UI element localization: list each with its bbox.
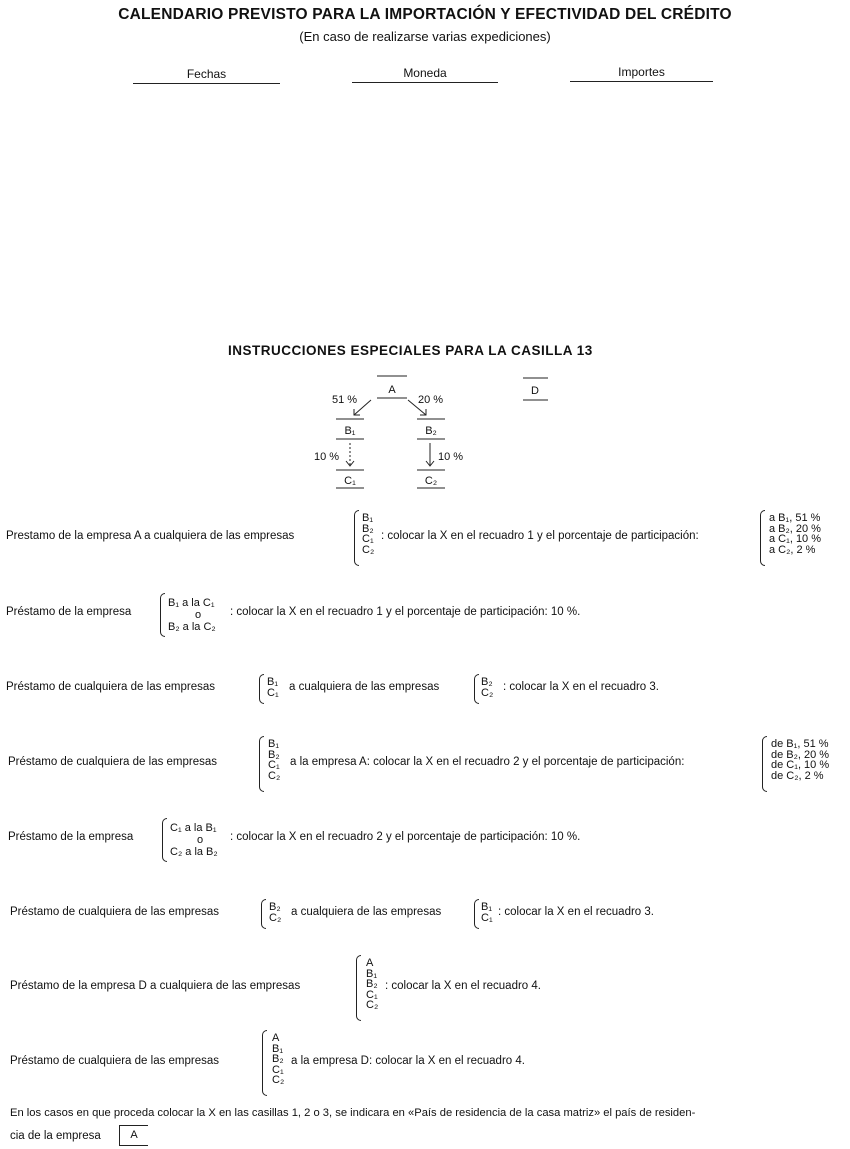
node-c1: C₁ <box>344 475 356 487</box>
list-item: C₂ <box>362 543 375 556</box>
list-item: C₁ <box>267 686 279 699</box>
column-importes: Importes <box>570 65 713 82</box>
list-item: de B₂, 20 % <box>771 748 830 761</box>
rule-2-mid: : colocar la X en el recuadro 1 y el porcentaje de participación: 10 %. <box>230 606 581 618</box>
rule-7-group1 <box>366 958 378 1011</box>
list-item: C₁ <box>362 533 374 545</box>
rule-8-group1 <box>272 1033 284 1086</box>
brace <box>259 674 264 704</box>
list-item: B₂ <box>272 1053 284 1065</box>
section-title: INSTRUCCIONES ESPECIALES PARA LA CASILLA 13 <box>228 343 593 358</box>
list-item: B₁ <box>362 512 374 524</box>
rule-4-group3 <box>771 739 829 781</box>
list-item: a C₂, 2 % <box>769 543 816 556</box>
list-item: a B₁, 51 % <box>769 512 821 524</box>
brace <box>354 510 359 566</box>
footer-text-line2: cia de la empresa <box>10 1130 101 1142</box>
list-item: B₁ <box>272 1042 284 1055</box>
list-item: C₂ <box>268 769 281 782</box>
rule-4-group1 <box>268 739 280 781</box>
column-fechas: Fechas <box>133 67 280 84</box>
list-item: B₂ <box>362 522 374 535</box>
rule-1-group3 <box>769 513 821 555</box>
brace <box>261 899 266 929</box>
rule-6-group1 <box>269 902 281 923</box>
list-item: o <box>195 609 202 621</box>
brace <box>474 674 479 704</box>
label-a-b1: 51 % <box>332 394 358 406</box>
rule-2-pre: Préstamo de la empresa <box>6 606 132 618</box>
list-item: C₂ a la B₂ <box>170 846 218 858</box>
rule-5-mid: : colocar la X en el recuadro 2 y el porcentaje de participación: 10 %. <box>230 831 581 843</box>
list-item: C₁ <box>481 911 493 924</box>
rule-3-group2 <box>481 677 493 698</box>
brace <box>356 955 361 1021</box>
label-b1-c1: 10 % <box>314 451 340 463</box>
rule-8-mid: a la empresa D: colocar la X en el recuadro 4. <box>291 1055 525 1067</box>
rule-1-group1 <box>362 513 374 555</box>
rule-3-group1 <box>267 677 279 698</box>
list-item: B₁ <box>268 738 280 750</box>
list-item: B₁ <box>267 676 279 688</box>
list-item: de C₂, 2 % <box>771 769 824 782</box>
list-item: C₁ a la B₁ <box>170 822 217 834</box>
node-d: D <box>531 385 539 397</box>
list-item: a B₂, 20 % <box>769 522 821 535</box>
rule-5-pre: Préstamo de la empresa <box>8 831 134 843</box>
rule-6-pre: Préstamo de cualquiera de las empresas <box>10 906 220 918</box>
page-title: CALENDARIO PREVISTO PARA LA IMPORTACIÓN Y EFECTIVIDAD DEL CRÉDITO <box>118 6 732 23</box>
brace <box>162 818 167 862</box>
list-item: B₂ <box>268 748 280 761</box>
column-moneda: Moneda <box>352 66 498 83</box>
list-item: C₂ <box>481 686 494 699</box>
brace <box>762 736 767 792</box>
list-item: B₁ <box>366 967 378 980</box>
list-item: o <box>197 834 204 846</box>
brace <box>259 736 264 792</box>
list-item: B₂ a la C₂ <box>168 621 216 633</box>
rule-3-mid: a cualquiera de las empresas <box>289 681 440 693</box>
ownership-diagram <box>300 370 570 495</box>
list-item: a C₁, 10 % <box>769 533 822 545</box>
rule-4-mid: a la empresa A: colocar la X en el recuadro 2 y el porcentaje de participación: <box>290 756 685 768</box>
node-b1: B₁ <box>344 425 356 437</box>
rule-1-pre: Prestamo de la empresa A a cualquiera de las empresas <box>6 530 295 542</box>
brace <box>760 510 765 566</box>
page-subtitle: (En caso de realizarse varias expediciones) <box>299 29 551 44</box>
rule-1-mid: : colocar la X en el recuadro 1 y el porcentaje de participación: <box>381 530 699 542</box>
node-b2: B₂ <box>425 425 437 437</box>
brace <box>160 593 165 637</box>
rule-6-group2 <box>481 902 493 923</box>
list-item: B₂ <box>269 901 281 913</box>
brace <box>262 1030 267 1096</box>
rule-6-post: : colocar la X en el recuadro 3. <box>498 906 654 918</box>
list-item: C₂ <box>272 1074 285 1086</box>
rule-2-group1 <box>168 597 216 633</box>
list-item: C₁ <box>272 1063 284 1076</box>
list-item: B₁ a la C₁ <box>168 597 215 609</box>
list-item: C₁ <box>268 759 280 771</box>
rule-7-pre: Préstamo de la empresa D a cualquiera de las empresas <box>10 980 301 992</box>
list-item: C₁ <box>366 988 378 1001</box>
label-b2-c2: 10 % <box>438 451 464 463</box>
rule-8-pre: Préstamo de cualquiera de las empresas <box>10 1055 220 1067</box>
list-item: de C₁, 10 % <box>771 759 830 771</box>
brace <box>474 899 479 929</box>
rule-4-pre: Préstamo de cualquiera de las empresas <box>8 756 218 768</box>
list-item: B₁ <box>481 901 493 913</box>
list-item: A <box>366 957 374 969</box>
label-a-b2: 20 % <box>418 394 444 406</box>
list-item: B₂ <box>481 676 493 688</box>
rule-6-mid: a cualquiera de las empresas <box>291 906 442 918</box>
company-a-box: A <box>119 1125 148 1146</box>
node-a: A <box>388 384 396 396</box>
rule-3-post: : colocar la X en el recuadro 3. <box>503 681 659 693</box>
list-item: A <box>272 1032 280 1044</box>
node-c2: C₂ <box>424 475 438 487</box>
rule-3-pre: Préstamo de cualquiera de las empresas <box>6 681 216 693</box>
list-item: B₂ <box>366 978 378 990</box>
rule-7-mid: : colocar la X en el recuadro 4. <box>385 980 541 992</box>
list-item: C₂ <box>366 999 379 1011</box>
list-item: C₂ <box>269 911 282 924</box>
footer-text-line1: En los casos en que proceda colocar la X en las casillas 1, 2 o 3, se indicara en «País de residencia de la casa matriz» el país de residen- <box>10 1107 696 1119</box>
list-item: de B₁, 51 % <box>771 738 829 750</box>
rule-5-group1 <box>170 822 218 858</box>
